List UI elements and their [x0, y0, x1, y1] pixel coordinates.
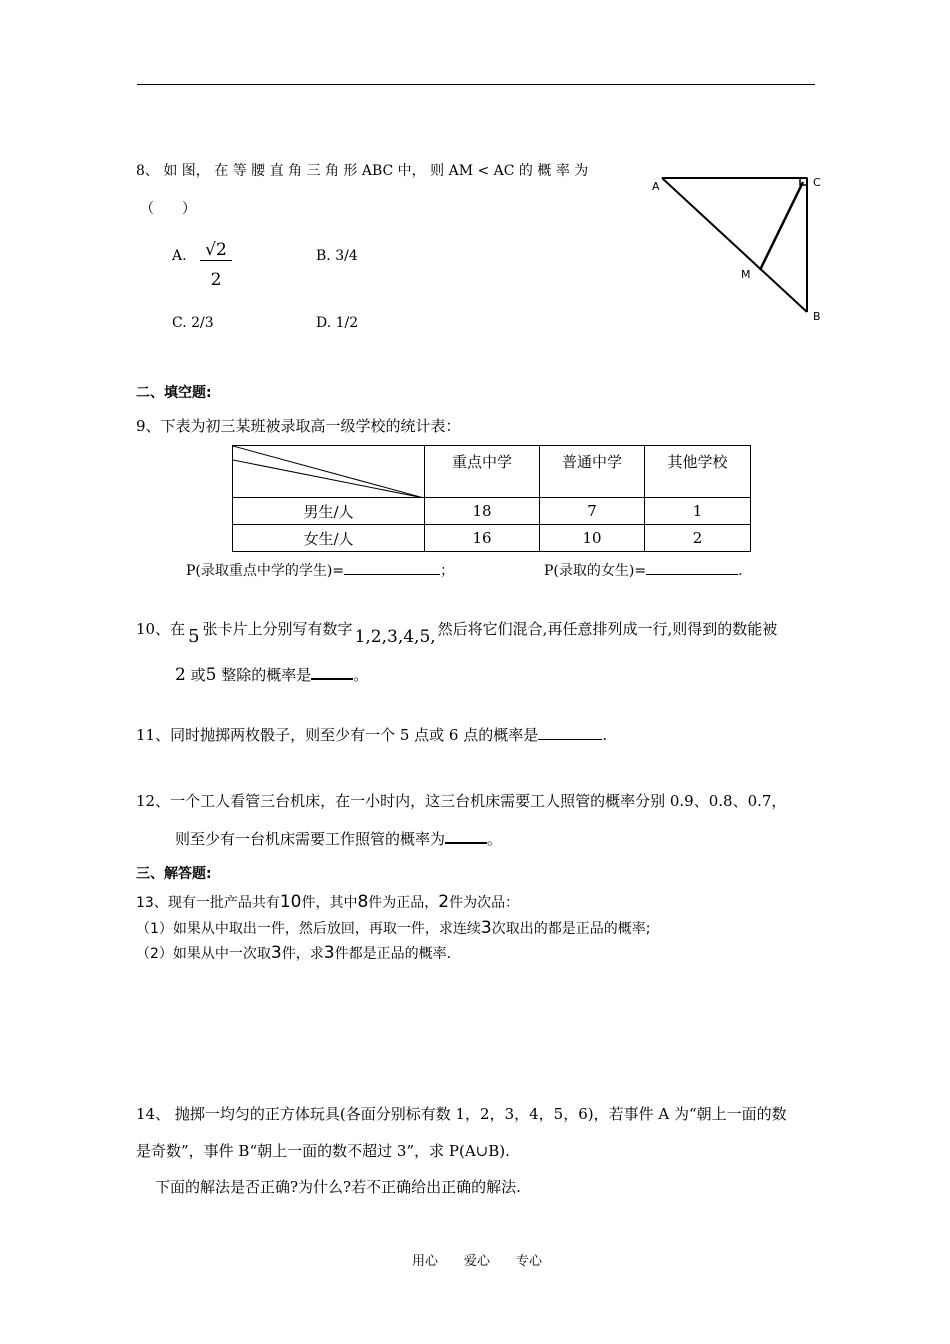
table-cell: 16 — [425, 525, 540, 552]
table-cell: 1 — [645, 498, 751, 525]
q13-part-2 — [136, 943, 451, 963]
table-row-label: 女生/人 — [233, 525, 425, 552]
q13-number: 2 — [438, 892, 450, 912]
q13-part-1 — [136, 918, 650, 938]
table-header-cell: 其他学校 — [645, 446, 751, 498]
side-ab — [662, 178, 807, 312]
table-header-cell: 重点中学 — [425, 446, 540, 498]
q8-paren: （ ） — [140, 201, 196, 217]
segment-cm — [760, 182, 803, 270]
table-corner-cell — [233, 446, 425, 498]
q12-line-2 — [175, 828, 502, 849]
table-row — [233, 498, 751, 525]
q10-number: 5 — [205, 665, 217, 685]
q11-text: 11、同时抛掷两枚骰子，则至少有一个 5 点或 6 点的概率是 — [136, 726, 539, 744]
q13-text: 件，其中 — [301, 895, 358, 911]
q8-text: 8、 如 图， 在 等 腰 直 角 三 角 形 ABC 中， 则 AM < AC 的 概 率 为 — [136, 163, 589, 179]
q12-end: 。 — [487, 830, 503, 848]
vertex-a-label: A — [652, 180, 660, 193]
q8-option-c: C. 2/3 — [172, 315, 214, 331]
q8-option-b: B. 3/4 — [316, 248, 358, 264]
header-rule — [137, 84, 815, 85]
q13-text: 件为正品， — [368, 895, 439, 911]
q13-text: 次取出的都是正品的概率; — [491, 921, 651, 937]
q8-option-a-label: A. — [172, 248, 187, 264]
q10-line-2 — [175, 664, 368, 685]
q13-number: 3 — [323, 943, 335, 963]
answer-blank[interactable] — [344, 562, 440, 575]
table-row-label: 男生/人 — [233, 498, 425, 525]
q10-text: 张卡片上分别写有数字 — [202, 620, 353, 638]
triangle-figure — [640, 160, 840, 330]
q13-number: 8 — [357, 892, 369, 912]
vertex-c-label: C — [813, 176, 821, 189]
section-3-heading: 三、解答题: — [136, 866, 212, 882]
q9-semicolon: ； — [440, 563, 455, 579]
q9-blank-2 — [544, 560, 743, 580]
table-row — [233, 525, 751, 552]
q9-blank-1-label: P(录取重点中学的学生)= — [186, 563, 345, 579]
q13-text: 件都是正品的概率. — [334, 946, 452, 962]
table-header-cell: 普通中学 — [540, 446, 645, 498]
page-footer: 用心 爱心 专心 — [412, 1254, 543, 1269]
answer-blank[interactable] — [311, 666, 353, 680]
q10-number: 2 — [175, 665, 186, 685]
q9-period: . — [738, 563, 743, 579]
answer-blank[interactable] — [538, 727, 602, 740]
q13-text: 13、现有一批产品共有 — [136, 895, 280, 911]
table-cell: 10 — [540, 525, 645, 552]
q10-text: 整除的概率是 — [221, 666, 312, 684]
q13-number: 3 — [270, 943, 282, 963]
q10-text: 。 — [353, 666, 369, 684]
q13-number: 10 — [279, 892, 302, 912]
answer-blank[interactable] — [445, 830, 487, 844]
table-cell: 2 — [645, 525, 751, 552]
point-m-label: M — [741, 268, 751, 281]
q14-line-1: 14、 抛掷一均匀的正方体玩具(各面分别标有数 1，2，3，4，5，6)，若事件 A 为“朝上一面的数 — [136, 1105, 787, 1123]
q10-text: 10、在 — [136, 620, 186, 638]
diagonal-lines — [233, 446, 424, 498]
vertex-b-label: B — [813, 310, 821, 323]
table-cell: 18 — [425, 498, 540, 525]
answer-blank[interactable] — [646, 562, 738, 575]
q9-blank-1 — [186, 560, 454, 580]
q9-text: 9、下表为初三某班被录取高一级学校的统计表： — [136, 417, 461, 435]
q8-option-a-numerator: √2 — [200, 240, 232, 261]
q12-line-1: 12、一个工人看管三台机床，在一小时内，这三台机床需要工人照管的概率分别 0.9、0.8、0.7， — [136, 792, 787, 810]
q14-line-2: 是奇数”，事件 B“朝上一面的数不超过 3”，求 P(A∪B). — [136, 1142, 510, 1160]
q12-text: 则至少有一台机床需要工作照管的概率为 — [175, 830, 446, 848]
table-cell: 7 — [540, 498, 645, 525]
q13-line-1 — [136, 892, 519, 912]
q10-number: 5 — [188, 626, 200, 647]
q14-line-3: 下面的解法是否正确?为什么?若不正确给出正确的解法. — [155, 1178, 521, 1196]
q13-text: 件为次品： — [449, 895, 520, 911]
q10-digits: 1,2,3,4,5, — [354, 627, 436, 647]
q13-text: （2）如果从中一次取 — [136, 946, 271, 962]
q10-line-1 — [136, 618, 778, 647]
q11-line — [136, 724, 607, 745]
q8-option-d: D. 1/2 — [316, 315, 359, 331]
q13-number: 3 — [480, 918, 492, 938]
section-2-heading: 二、填空题: — [136, 385, 212, 401]
q10-text: 或 — [190, 666, 206, 684]
q13-text: 件，求 — [281, 946, 324, 962]
q11-period: . — [602, 726, 608, 744]
q13-text: （1）如果从中取出一件，然后放回，再取一件，求连续 — [136, 921, 481, 937]
q10-text: 然后将它们混合,再任意排列成一行,则得到的数能被 — [437, 620, 778, 638]
q9-blank-2-label: P(录取的女生)= — [544, 563, 647, 579]
q8-option-a-denominator: 2 — [210, 270, 222, 290]
stats-table — [232, 445, 751, 552]
